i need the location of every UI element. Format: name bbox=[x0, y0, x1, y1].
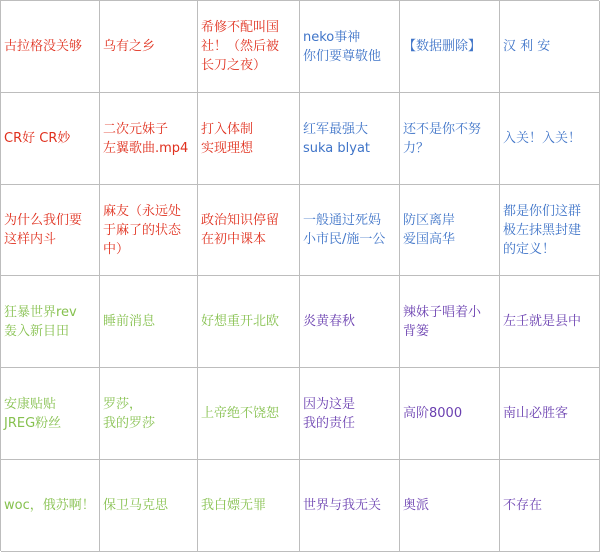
grid-cell-r6-c6 bbox=[500, 460, 600, 552]
grid-cell-r2-c3 bbox=[198, 93, 300, 185]
grid-cell-r1-c5 bbox=[400, 1, 500, 93]
grid-cell-r2-c6 bbox=[500, 93, 600, 185]
cell-text: 都是你们这群 极左抹黑封建 的定义！ bbox=[503, 203, 582, 257]
cell-text: 打入体制 实现理想 bbox=[201, 121, 254, 156]
cell-text: 保卫马克思 bbox=[103, 498, 169, 513]
grid-cell-r3-c2 bbox=[100, 185, 198, 276]
grid-cell-r6-c3 bbox=[198, 460, 300, 552]
grid-cell-r2-c5 bbox=[400, 93, 500, 185]
grid-cell-r1-c3 bbox=[198, 1, 300, 93]
cell-text: 好想重开北欧 bbox=[201, 314, 280, 329]
cell-text: woc，俄苏啊！ bbox=[4, 498, 95, 513]
cell-text: 炎黄春秋 bbox=[303, 314, 356, 329]
cell-text: 罗莎， 我的罗莎 bbox=[103, 396, 156, 431]
cell-text: 汉 利 安 bbox=[503, 39, 551, 54]
grid-cell-r6-c1 bbox=[1, 460, 100, 552]
grid-cell-r3-c5 bbox=[400, 185, 500, 276]
cell-text: 入关！入关！ bbox=[503, 131, 582, 146]
grid-cell-r2-c1 bbox=[1, 93, 100, 185]
grid-cell-r3-c6 bbox=[500, 185, 600, 276]
cell-text: 辣妹子唱着小 背篓 bbox=[403, 304, 482, 339]
cell-text: 红军最强大 suka blyat bbox=[303, 121, 371, 156]
grid-cell-r6-c5 bbox=[400, 460, 500, 552]
grid-cell-r1-c1 bbox=[1, 1, 100, 93]
grid-cell-r5-c4 bbox=[300, 368, 400, 460]
cell-text: 因为这是 我的责任 bbox=[303, 396, 356, 431]
grid-cell-r5-c3 bbox=[198, 368, 300, 460]
cell-text: neko事神 你们要尊敬他 bbox=[303, 29, 382, 64]
grid-cell-r4-c1 bbox=[1, 276, 100, 368]
cell-text: 乌有之乡 bbox=[103, 39, 156, 54]
cell-text: 古拉格没关够 bbox=[4, 39, 83, 54]
cell-text: 左壬就是县中 bbox=[503, 314, 582, 329]
grid-cell-r4-c3 bbox=[198, 276, 300, 368]
cell-text: 世界与我无关 bbox=[303, 498, 382, 513]
grid-cell-r1-c4 bbox=[300, 1, 400, 93]
cell-text: 安康贴贴 JREG粉丝 bbox=[4, 396, 62, 431]
grid-cell-r4-c2 bbox=[100, 276, 198, 368]
grid-cell-r2-c4 bbox=[300, 93, 400, 185]
grid-cell-r3-c4 bbox=[300, 185, 400, 276]
cell-text: 狂暴世界rev 轰入新目田 bbox=[4, 304, 77, 339]
cell-text: 希修不配叫国 社！（然后被 长刀之夜） bbox=[201, 20, 280, 73]
grid-cell-r5-c2 bbox=[100, 368, 198, 460]
grid-cell-r4-c6 bbox=[500, 276, 600, 368]
cell-text: 为什么我们要 这样内斗 bbox=[4, 213, 83, 247]
cell-text: 我白嫖无罪 bbox=[201, 498, 267, 513]
grid-cell-r3-c1 bbox=[1, 185, 100, 276]
grid-cell-r5-c1 bbox=[1, 368, 100, 460]
grid-cell-r4-c4 bbox=[300, 276, 400, 368]
cell-text: 政治知识停留 在初中课本 bbox=[201, 213, 280, 247]
cell-text: 上帝绝不饶恕 bbox=[201, 406, 280, 421]
cell-text: 【数据删除】 bbox=[403, 39, 482, 54]
cell-text: 还不是你不努 力？ bbox=[403, 121, 482, 156]
grid-cell-r4-c5 bbox=[400, 276, 500, 368]
grid-cell-r3-c3 bbox=[198, 185, 300, 276]
cell-text: 一般通过死妈 小市民/施一公 bbox=[303, 213, 386, 247]
grid-cell-r5-c5 bbox=[400, 368, 500, 460]
cell-text: 不存在 bbox=[503, 498, 543, 513]
grid-cell-r2-c2 bbox=[100, 93, 198, 185]
grid-cell-r1-c6 bbox=[500, 1, 600, 93]
grid-cell-r6-c4 bbox=[300, 460, 400, 552]
grid-cell-r5-c6 bbox=[500, 368, 600, 460]
cell-text: CR好 CR妙 bbox=[4, 131, 71, 146]
cell-text: 高阶8000 bbox=[403, 406, 463, 421]
cell-text: 二次元妹子 左翼歌曲.mp4 bbox=[103, 121, 189, 156]
cell-text: 麻友（永远处 于麻了的状态 中） bbox=[103, 203, 182, 257]
grid-cell-r1-c2 bbox=[100, 1, 198, 93]
cell-text: 奥派 bbox=[403, 498, 430, 513]
grid-cell-r6-c2 bbox=[100, 460, 198, 552]
cell-text: 南山必胜客 bbox=[503, 406, 569, 421]
cell-text: 睡前消息 bbox=[103, 314, 156, 329]
cell-text: 防区离岸 爱国高华 bbox=[403, 213, 456, 247]
